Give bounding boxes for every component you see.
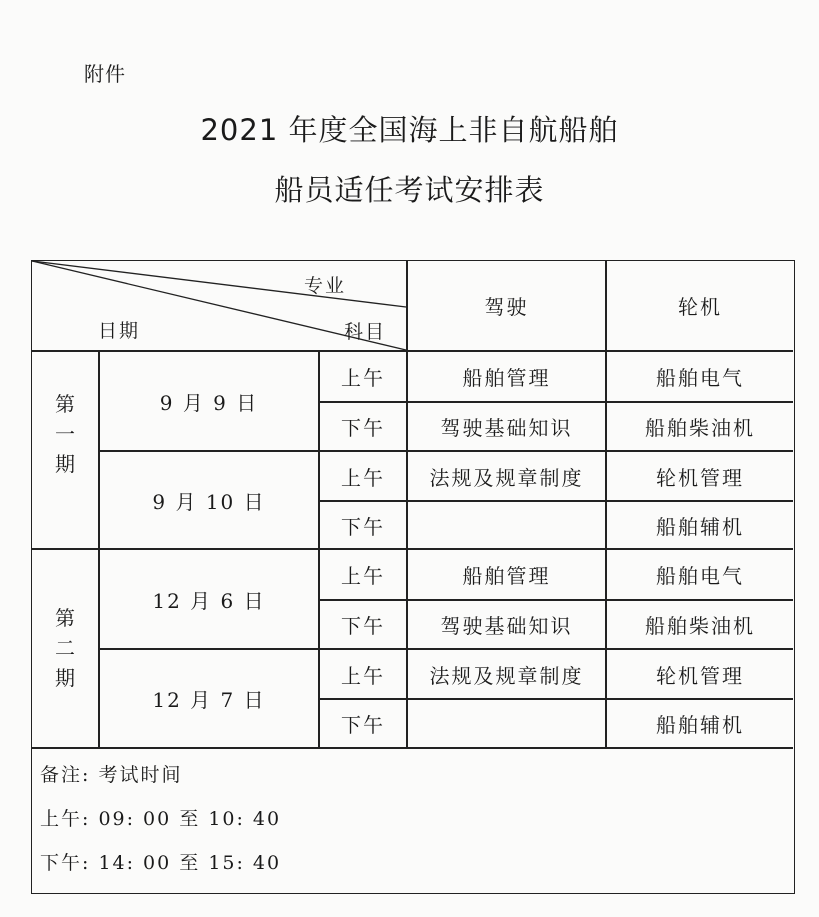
engine-subject: 轮机管理 <box>656 663 744 688</box>
schedule-table <box>31 260 795 894</box>
period-label-1: 第一期 <box>55 392 75 476</box>
session-time: 上午 <box>341 465 385 490</box>
corner-date-label: 日期 <box>98 320 141 342</box>
engine-subject: 船舶电气 <box>656 564 744 588</box>
notes-afternoon-time: 下午: 14: 00 至 15: 40 <box>40 852 282 874</box>
engine-subject: 船舶柴油机 <box>645 614 755 638</box>
date-cell: 9 月 9 日 <box>159 390 259 415</box>
navigation-subject: 驾驶基础知识 <box>440 614 573 638</box>
navigation-subject: 法规及规章制度 <box>429 663 584 688</box>
date-cell: 9 月 10 日 <box>152 489 266 514</box>
notes-morning-time: 上午: 09: 00 至 10: 40 <box>40 808 282 830</box>
navigation-subject: 船舶管理 <box>462 366 551 390</box>
column-header-navigation: 驾驶 <box>484 295 529 319</box>
navigation-subject: 法规及规章制度 <box>429 465 584 490</box>
engine-subject: 轮机管理 <box>656 465 744 490</box>
navigation-subject <box>408 700 605 747</box>
session-time: 下午 <box>341 614 385 638</box>
engine-subject: 船舶辅机 <box>656 514 744 539</box>
engine-subject: 船舶辅机 <box>656 713 744 737</box>
attachment-label: 附件 <box>84 62 126 86</box>
document-title-line1: 2021 年度全国海上非自航船舶 <box>200 113 619 147</box>
date-cell: 12 月 6 日 <box>152 588 266 613</box>
session-time: 下午 <box>341 514 385 539</box>
session-time: 下午 <box>341 416 385 440</box>
session-time: 上午 <box>341 564 385 588</box>
period-label-2: 第二期 <box>55 606 75 690</box>
engine-subject: 船舶柴油机 <box>645 416 755 440</box>
navigation-subject <box>408 502 605 548</box>
session-time: 上午 <box>341 366 385 390</box>
notes-heading: 备注: 考试时间 <box>40 764 183 786</box>
engine-subject: 船舶电气 <box>656 366 744 390</box>
document-title-line2: 船员适任考试安排表 <box>274 173 545 207</box>
session-time: 上午 <box>341 663 385 688</box>
navigation-subject: 船舶管理 <box>462 564 551 588</box>
session-time: 下午 <box>341 713 385 737</box>
corner-subject-label: 科目 <box>344 321 387 343</box>
row-line-notes <box>32 747 793 749</box>
navigation-subject: 驾驶基础知识 <box>440 416 573 440</box>
corner-major-label: 专业 <box>304 275 347 297</box>
date-cell: 12 月 7 日 <box>152 688 266 712</box>
column-header-engine: 轮机 <box>678 295 722 319</box>
